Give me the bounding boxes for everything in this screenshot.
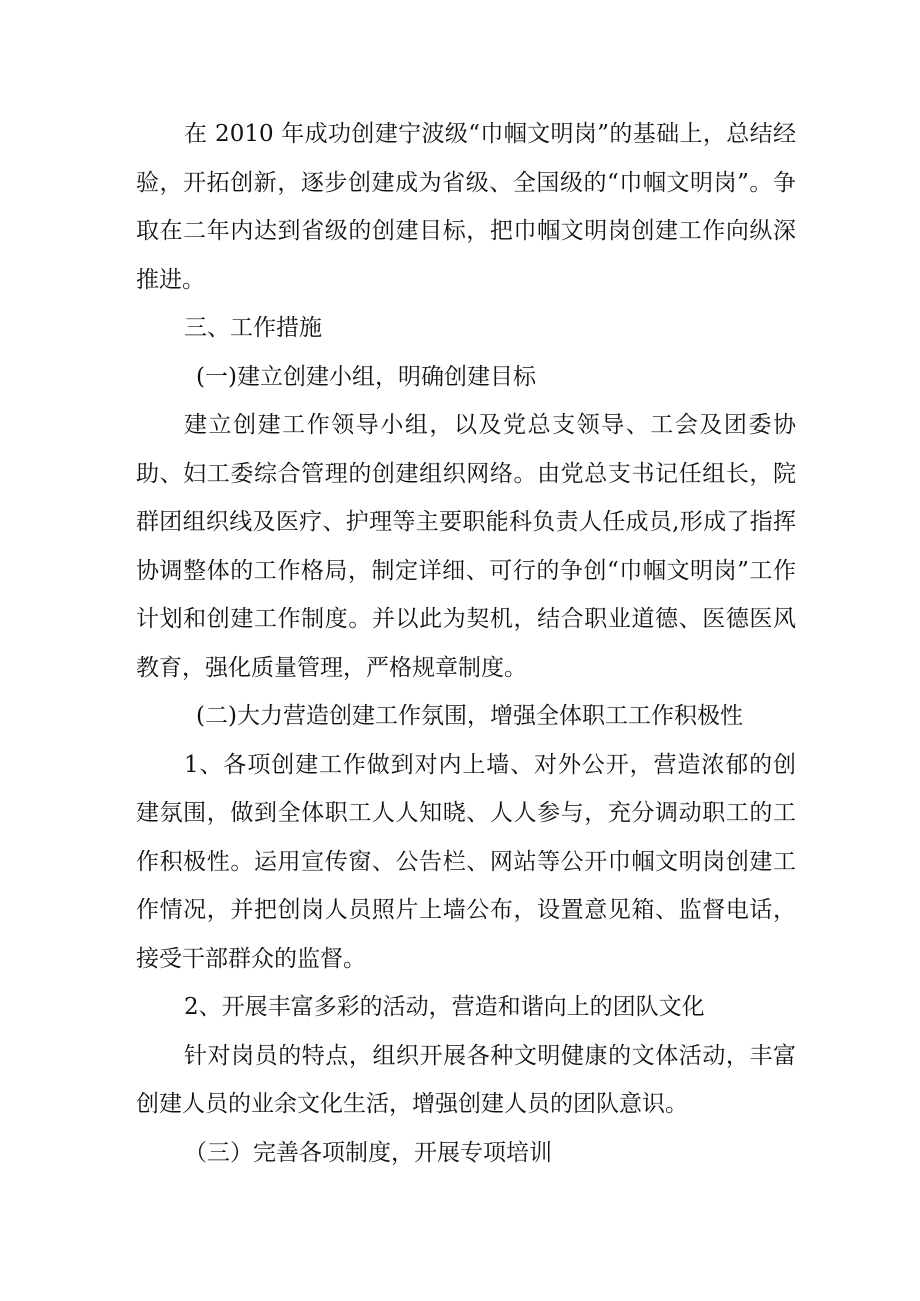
paragraph-team: 建立创建工作领导小组，以及党总支领导、工会及团委协助、妇工委综合管理的创建组织网络。由党总支书记任组长，院群团组织线及医疗、护理等主要职能科负责人任成员,形成了指挥协调整体的工作格局，制定详细、可行的争创“巾帼文明岗”工作计划和创建工作制度。并以此为契机，结合职业道德、医德医风教育，强化质量管理，严格规章制度。 (136, 412, 796, 681)
paragraph-goal: 在 2010 年成功创建宁波级“巾帼文明岗”的基础上，总结经验，开拓创新，逐步创建成为省级、全国级的“巾帼文明岗”。争取在二年内达到省级的创建目标，把巾帼文明岗创建工作向纵深推进。 (136, 121, 796, 293)
paragraph-atmosphere-1: 1、各项创建工作做到对内上墙、对外公开，营造浓郁的创建氛围，做到全体职工人人知晓、人人参与，充分调动职工的工作积极性。运用宣传窗、公告栏、网站等公开巾帼文明岗创建工作情况，并把创岗人员照片上墙公布，设置意见箱、监督电话，接受干部群众的监督。 (136, 751, 796, 972)
subheading-atmosphere: (二)大力营造创建工作氛围，增强全体职工工作积极性 (196, 703, 743, 729)
section-heading-measures: 三、工作措施 (184, 315, 322, 341)
subheading-training: （三）完善各项制度，开展专项培训 (184, 1139, 552, 1166)
paragraph-atmosphere-2: 2、开展丰富多彩的活动，营造和谐向上的团队文化 (184, 994, 705, 1020)
subheading-team: (一)建立创建小组，明确创建目标 (196, 363, 536, 390)
paragraph-activities: 针对岗员的特点，组织开展各种文明健康的文体活动，丰富创建人员的业余文化生活，增强创建人员的团队意识。 (136, 1042, 796, 1117)
document-body (136, 110, 796, 1177)
